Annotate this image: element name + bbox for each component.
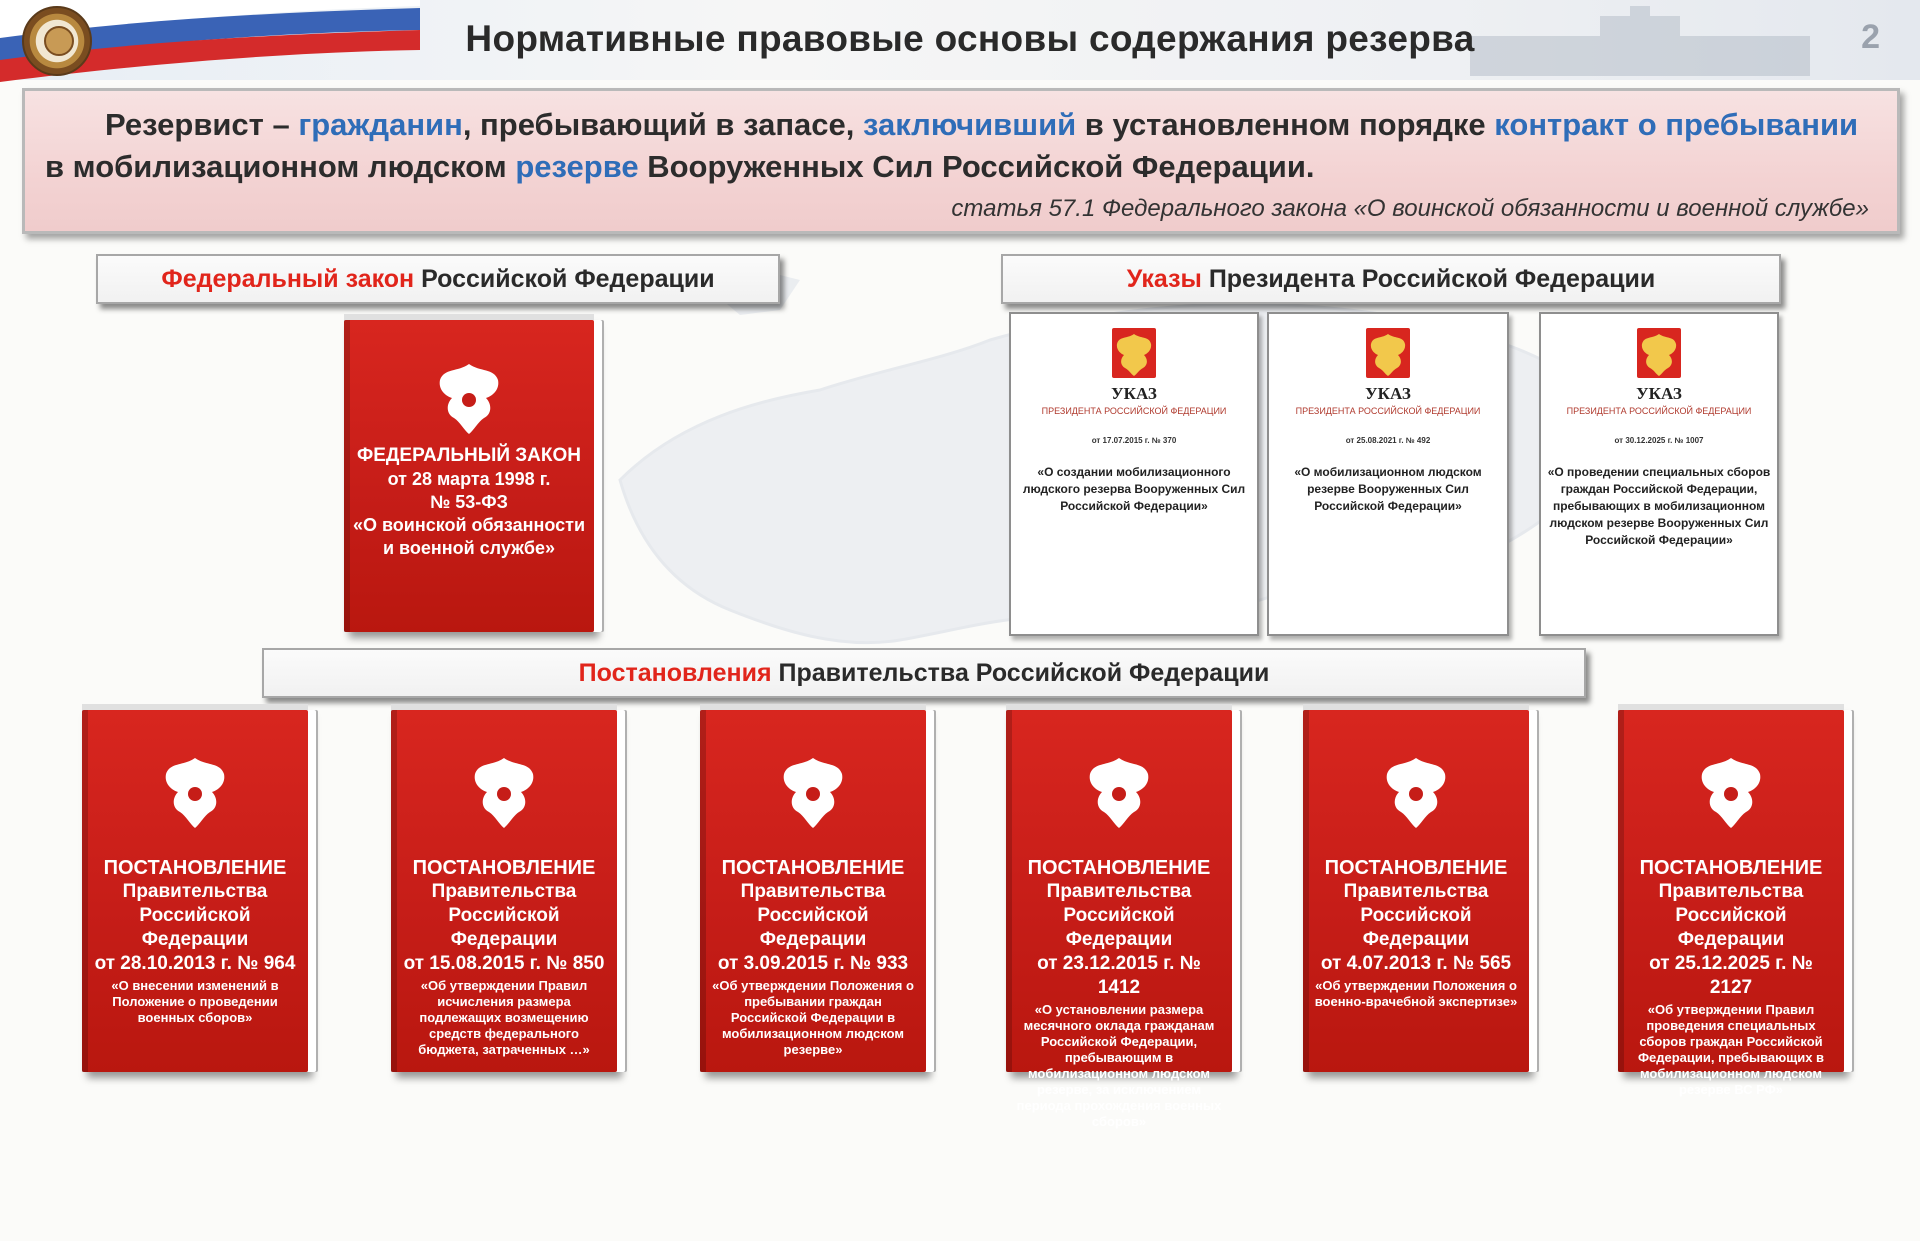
resolution-book-6[interactable] xyxy=(1618,710,1844,1097)
resolution-title: ПОСТАНОВЛЕНИЕ xyxy=(103,857,287,879)
page-title: Нормативные правовые основы содержания резерва xyxy=(465,18,1475,59)
decree-date: от 30.12.2025 г. № 1007 xyxy=(1614,436,1704,445)
section-header-federal-law: Федеральный закон Российской Федерации xyxy=(96,254,780,304)
coat-of-arms-icon xyxy=(469,752,539,832)
resolution-name: «О установлении размера месячного оклада гражданам Российской Федерации, пребывающим в мобилизационном людском резерве, за исключением периода прохождения военных сборов» xyxy=(1016,1002,1222,1129)
book-name: «О воинской обязанности и военной службе» xyxy=(352,515,586,558)
resolution-org-1: Правительства xyxy=(1046,881,1192,902)
decree-heading: УКАЗ xyxy=(1111,384,1157,403)
book-title: ФЕДЕРАЛЬНЫЙ ЗАКОН xyxy=(356,445,582,466)
book-number: № 53-ФЗ xyxy=(430,492,508,512)
resolution-name: «Об утверждении Правил исчисления размера подлежащих возмещению средств федерального бюджета, затраченных …» xyxy=(418,978,590,1057)
decree-date: от 17.07.2015 г. № 370 xyxy=(1091,436,1177,445)
resolution-org-1: Правительства xyxy=(1658,881,1804,902)
definition-segment: в мобилизационном людском xyxy=(45,149,516,184)
resolution-org-2: Российской Федерации xyxy=(1675,905,1787,950)
organization-emblem-icon xyxy=(22,6,92,76)
decree-issuer: ПРЕЗИДЕНТА РОССИЙСКОЙ ФЕДЕРАЦИИ xyxy=(1566,406,1752,416)
definition-box xyxy=(22,88,1900,234)
federal-law-book[interactable] xyxy=(344,320,594,632)
decree-page-2[interactable] xyxy=(1267,312,1509,636)
resolution-org-2: Российской Федерации xyxy=(1063,905,1175,950)
resolution-org-2: Российской Федерации xyxy=(757,905,869,950)
resolution-date: от 3.09.2015 г. № 933 xyxy=(717,953,909,974)
definition-segment: заключивший xyxy=(863,107,1077,142)
decree-title: «О создании мобилизационного людского резерва Вооруженных Сил Российской Федерации» xyxy=(1022,465,1246,513)
page-number: 2 xyxy=(1861,18,1880,56)
decree-page-1[interactable] xyxy=(1009,312,1259,636)
definition-segment: гражданин xyxy=(298,107,463,142)
resolution-date: от 23.12.2015 г. № 1412 xyxy=(1037,953,1201,998)
decree-issuer: ПРЕЗИДЕНТА РОССИЙСКОЙ ФЕДЕРАЦИИ xyxy=(1295,406,1481,416)
resolution-org-1: Правительства xyxy=(431,881,577,902)
resolution-book-4[interactable] xyxy=(1006,710,1232,1129)
resolution-org-2: Российской Федерации xyxy=(139,905,251,950)
resolution-name: «Об утверждении Правил проведения специальных сборов граждан Российской Федерации, пребывающих в мобилизационном людском резерве ВС РФ» xyxy=(1637,1002,1825,1097)
resolution-date: от 15.08.2015 г. № 850 xyxy=(403,953,605,974)
resolution-name: «О внесении изменений в Положение о проведении военных сборов» xyxy=(111,978,279,1025)
decree-page-3[interactable] xyxy=(1539,312,1779,636)
resolution-org-2: Российской Федерации xyxy=(1360,905,1472,950)
definition-segment: Резервист – xyxy=(105,107,299,142)
book-date: от 28 марта 1998 г. xyxy=(387,469,551,489)
coat-of-arms-icon xyxy=(434,358,504,438)
resolution-title: ПОСТАНОВЛЕНИЕ xyxy=(412,857,596,879)
decree-issuer: ПРЕЗИДЕНТА РОССИЙСКОЙ ФЕДЕРАЦИИ xyxy=(1041,406,1227,416)
coat-of-arms-icon xyxy=(1696,752,1766,832)
resolution-date: от 28.10.2013 г. № 964 xyxy=(94,953,296,974)
decree-date: от 25.08.2021 г. № 492 xyxy=(1345,436,1431,445)
definition-segment: в установленном порядке xyxy=(1076,107,1495,142)
section-header-decrees: Указы Президента Российской Федерации xyxy=(1001,254,1781,304)
resolution-org-2: Российской Федерации xyxy=(448,905,560,950)
resolution-title: ПОСТАНОВЛЕНИЕ xyxy=(1324,857,1508,879)
resolution-org-1: Правительства xyxy=(122,881,268,902)
definition-segment: контракт о пребывании xyxy=(1494,107,1859,142)
resolution-org-1: Правительства xyxy=(740,881,886,902)
coat-of-arms-icon xyxy=(160,752,230,832)
definition-line-1 xyxy=(105,107,1885,143)
resolution-org-1: Правительства xyxy=(1343,881,1489,902)
resolution-book-5[interactable] xyxy=(1303,710,1529,1072)
definition-line-2 xyxy=(45,149,1845,185)
resolution-title: ПОСТАНОВЛЕНИЕ xyxy=(1027,857,1211,879)
coat-of-arms-icon xyxy=(1381,752,1451,832)
resolution-name: «Об утверждении Положения о военно-врачебной экспертизе» xyxy=(1314,978,1518,1009)
resolution-book-3[interactable] xyxy=(700,710,926,1072)
decree-title: «О мобилизационном людском резерве Вооруженных Сил Российской Федерации» xyxy=(1294,465,1482,513)
resolution-book-2[interactable] xyxy=(391,710,617,1072)
decree-heading: УКАЗ xyxy=(1636,384,1682,403)
definition-segment: резерве xyxy=(515,149,639,184)
resolution-title: ПОСТАНОВЛЕНИЕ xyxy=(1639,857,1823,879)
section-header-resolutions: Постановления Правительства Российской Федерации xyxy=(262,648,1586,698)
coat-of-arms-icon xyxy=(1110,326,1158,380)
decree-title: «О проведении специальных сборов граждан Российской Федерации, пребывающих в мобилизационном людском резерве Вооруженных Сил Российской Федерации» xyxy=(1547,465,1771,547)
decree-heading: УКАЗ xyxy=(1365,384,1411,403)
resolution-title: ПОСТАНОВЛЕНИЕ xyxy=(721,857,905,879)
definition-segment: Вооруженных Сил Российской Федерации. xyxy=(638,149,1315,184)
resolution-date: от 4.07.2013 г. № 565 xyxy=(1320,953,1512,974)
coat-of-arms-icon xyxy=(1635,326,1683,380)
resolution-book-1[interactable] xyxy=(82,710,308,1072)
coat-of-arms-icon xyxy=(778,752,848,832)
resolution-name: «Об утверждении Положения о пребывании граждан Российской Федерации в мобилизационном людском резерве» xyxy=(712,978,914,1057)
coat-of-arms-icon xyxy=(1364,326,1412,380)
resolution-date: от 25.12.2025 г. № 2127 xyxy=(1649,953,1813,998)
coat-of-arms-icon xyxy=(1084,752,1154,832)
definition-source: статья 57.1 Федерального закона «О воинской обязанности и военной службе» xyxy=(951,195,1869,222)
definition-segment: , пребывающий в запасе, xyxy=(462,107,863,142)
